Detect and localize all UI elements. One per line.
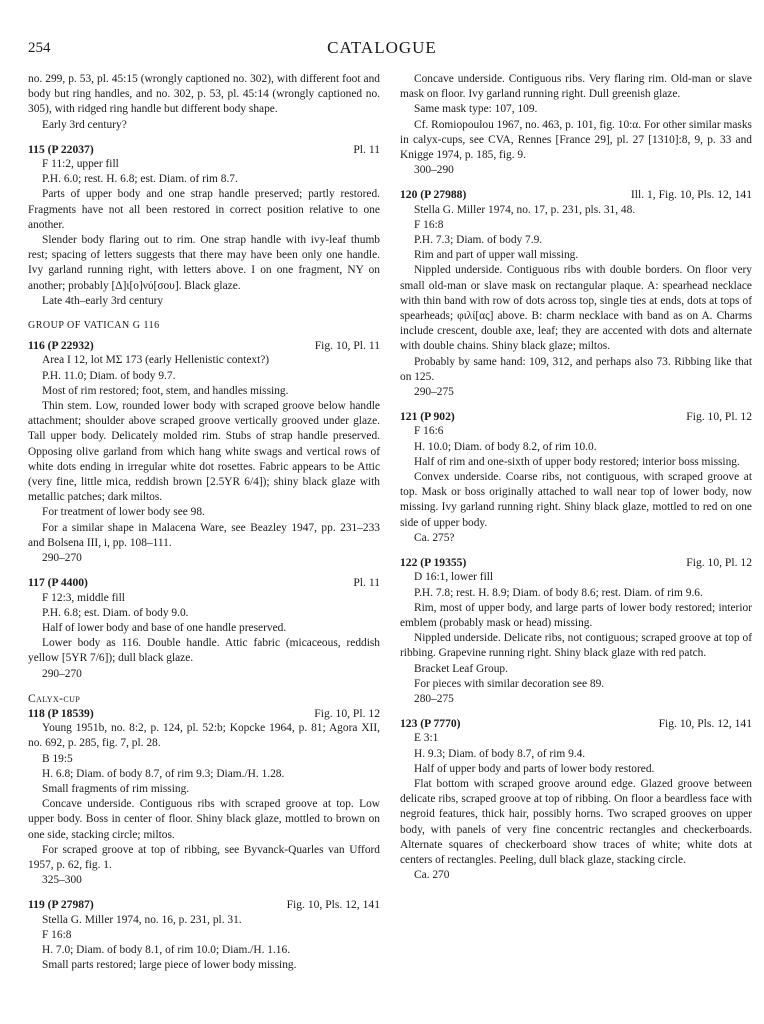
entry-note: For scraped groove at top of ribbing, see Byvanck-Quarles van Ufford 1957, p. 62, fig. 1. <box>28 843 380 871</box>
section-heading: Calyx-cup <box>28 691 81 705</box>
entry-plate-ref: Ill. 1, Fig. 10, Pls. 12, 141 <box>630 188 752 202</box>
entry-dimensions: P.H. 6.8; est. Diam. of body 9.0. <box>42 606 189 619</box>
entry-note: For a similar shape in Malacena Ware, see Beazley 1947, pp. 231–233 and Bolsena III, i, pp. 108–111. <box>28 521 380 549</box>
entry-id: 122 (P 19355) <box>400 556 467 570</box>
entry-deposit: F 16:8 <box>414 218 444 231</box>
entry-122 <box>400 555 752 707</box>
entry-115 <box>28 142 380 309</box>
entry-description: Convex underside. Coarse ribs, not contiguous, with scraped groove at top. Mask or boss originally attached to wall near top of lower body, now missing. Ivy garland running right. Shiny black glaze, mottled to red on one side of upper body. <box>400 471 752 529</box>
running-head: CATALOGUE <box>327 38 437 57</box>
entry-plate-ref: Fig. 10, Pl. 12 <box>686 410 752 424</box>
intro-paragraph: no. 299, p. 53, pl. 45:15 (wrongly captioned no. 302), with different foot and body but ring handles, and no. 302, p. 53, pl. 45:14 (wrongly captioned no. 305), with ridged ring handle but different body shape. <box>28 73 380 116</box>
continued-note: Cf. Romiopoulou 1967, no. 463, p. 101, fig. 10:α. For other similar masks in calyx-cups, see CVA, Rennes [France 29], pl. 27 [1310]:8, 9, p. 33 and Knigge 1974, p. 185, fig. 9. <box>400 118 752 162</box>
entry-description: Lower body as 116. Double handle. Attic fabric (micaceous, reddish yellow [5YR 7/6]); dull black glaze. <box>28 637 380 665</box>
entry-heading <box>28 706 380 721</box>
entry-condition: Parts of upper body and one strap handle preserved; partly restored. Fragments have not all been restored in correct position relative to one another. <box>28 188 380 231</box>
left-column <box>28 72 380 973</box>
entry-deposit: E 3:1 <box>414 732 439 745</box>
entry-117 <box>28 575 380 681</box>
entry-id: 123 (P 7770) <box>400 717 461 731</box>
right-column <box>400 72 752 883</box>
entry-deposit: F 11:2, upper fill <box>42 158 119 171</box>
entry-deposit: F 16:8 <box>42 928 72 941</box>
entry-note: Probably by same hand: 109, 312, and perhaps also 73. Ribbing like that on 125. <box>400 355 752 383</box>
entry-description: Nippled underside. Delicate ribs, not contiguous; scraped groove at top of ribbing. Grapevine running right. Shiny black glaze with red patch. <box>400 632 752 660</box>
entry-heading <box>400 187 752 202</box>
entry-heading <box>28 575 380 590</box>
entry-id: 118 (P 18539) <box>28 706 94 720</box>
entry-date: Late 4th–early 3rd century <box>42 294 164 307</box>
entry-id: 120 (P 27988) <box>400 188 467 202</box>
entry-bibliography: Stella G. Miller 1974, no. 16, p. 231, pl. 31. <box>42 913 242 926</box>
entry-119 <box>28 897 380 973</box>
entry-condition: Half of upper body and parts of lower body restored. <box>414 762 655 775</box>
entry-121 <box>400 409 752 546</box>
entry-description: Flat bottom with scraped groove around edge. Glazed groove between delicate ribs, scraped groove at top of ribbing. On floor a beardless face with negroid features, thick hair, possibly horns. Two scraped grooves on upper body, with panels of very fine concentric rectangles and checkerboards. Alternate squares of checkerboard show traces of white; white dots at centers of rectangles. Peeling, dull black glaze, stacking circle. <box>400 777 752 866</box>
entry-deposit: Area I 12, lot ΜΣ 173 (early Hellenistic context?) <box>42 354 270 367</box>
entry-date: 290–270 <box>42 552 82 565</box>
continued-note: Same mask type: 107, 109. <box>414 103 538 116</box>
entry-plate-ref: Fig. 10, Pl. 11 <box>314 339 380 353</box>
page-header <box>20 38 744 62</box>
entry-heading <box>28 142 380 157</box>
continued-description: Concave underside. Contiguous ribs. Very flaring rim. Old-man or slave mask on floor. Ivy garland running right. Dull greenish glaze. <box>400 73 752 101</box>
entry-118 <box>28 706 380 888</box>
entry-condition: Most of rim restored; foot, stem, and handles missing. <box>42 384 289 397</box>
entry-date: 325–300 <box>42 874 82 887</box>
entry-heading <box>400 555 752 570</box>
entry-group: Bracket Leaf Group. <box>414 662 508 675</box>
entry-deposit: D 16:1, lower fill <box>414 571 494 584</box>
entry-condition: Rim, most of upper body, and large parts of lower body restored; interior emblem (probably mask or head) missing. <box>400 601 752 629</box>
entry-123 <box>400 716 752 883</box>
group-heading: GROUP OF VATICAN G 116 <box>28 320 160 332</box>
entry-heading <box>400 716 752 731</box>
entry-condition: Small fragments of rim missing. <box>42 782 190 795</box>
entry-dimensions: H. 9.3; Diam. of body 8.7, of rim 9.4. <box>414 747 586 760</box>
entry-116 <box>28 338 380 566</box>
entry-description: Slender body flaring out to rim. One strap handle with ivy-leaf thumb rest; spacing of letters suggests that there may have been only one handle. Ivy garland running right, with letters above. I on one fragment, NΥ on another; probably [Δ]ι[ο]νύ[σου]. Black glaze. <box>28 234 380 292</box>
entry-plate-ref: Fig. 10, Pl. 12 <box>314 706 380 720</box>
entry-description: Nippled underside. Contiguous ribs with double borders. On floor very small old-man or slave mask on rectangular plaque. A: spearhead necklace with thin band with row of dots across top, single ties at ends, dots at tops of spearheads; φιλί[ας] above. B: charm necklace with band as on A. Charms include crescent, double axe, leaf; they are accented with dots and alternate with double chains. Shiny black glaze; miltos. <box>400 264 752 353</box>
catalogue-page <box>20 38 752 972</box>
intro-date: Early 3rd century? <box>42 118 127 131</box>
entry-heading <box>400 409 752 424</box>
entry-dimensions: H. 6.8; Diam. of body 8.7, of rim 9.3; Diam./H. 1.28. <box>42 767 285 780</box>
entry-dimensions: P.H. 7.8; rest. H. 8.9; Diam. of body 8.6; rest. Diam. of rim 9.6. <box>414 586 703 599</box>
entry-id: 117 (P 4400) <box>28 576 88 590</box>
entry-deposit: F 16:6 <box>414 425 444 438</box>
entry-note: For pieces with similar decoration see 89. <box>414 677 605 690</box>
entry-id: 119 (P 27987) <box>28 898 94 912</box>
entry-description: Concave underside. Contiguous ribs with scraped groove at top. Low upper body. Boss in center of floor. Shiny black glaze, mottled to brown on one side, stacking circle; miltos. <box>28 798 380 841</box>
entry-condition: Half of lower body and base of one handle preserved. <box>42 621 287 634</box>
entry-plate-ref: Fig. 10, Pls. 12, 141 <box>286 898 380 912</box>
entry-condition: Rim and part of upper wall missing. <box>414 249 579 262</box>
entry-date: 290–270 <box>42 667 82 680</box>
entry-id: 121 (P 902) <box>400 410 455 424</box>
entry-deposit: B 19:5 <box>42 752 73 765</box>
entry-id: 116 (P 22932) <box>28 339 94 353</box>
entry-plate-ref: Pl. 11 <box>353 576 380 590</box>
entry-id: 115 (P 22037) <box>28 142 94 156</box>
entry-note: For treatment of lower body see 98. <box>42 506 205 519</box>
entry-date: 280–275 <box>414 692 454 705</box>
entry-dimensions: P.H. 6.0; rest. H. 6.8; est. Diam. of rim 8.7. <box>42 173 238 186</box>
entry-plate-ref: Pl. 11 <box>353 142 380 156</box>
entry-condition: Half of rim and one-sixth of upper body restored; interior boss missing. <box>414 455 740 468</box>
entry-plate-ref: Fig. 10, Pls. 12, 141 <box>658 717 752 731</box>
entry-dimensions: P.H. 7.3; Diam. of body 7.9. <box>414 234 543 247</box>
entry-dimensions: H. 10.0; Diam. of body 8.2, of rim 10.0. <box>414 440 597 453</box>
entry-120 <box>400 187 752 400</box>
entry-dimensions: H. 7.0; Diam. of body 8.1, of rim 10.0; Diam./H. 1.16. <box>42 943 291 956</box>
page-number: 254 <box>28 40 51 56</box>
entry-plate-ref: Fig. 10, Pl. 12 <box>686 556 752 570</box>
entry-bibliography: Stella G. Miller 1974, no. 17, p. 231, pls. 31, 48. <box>414 203 636 216</box>
entry-heading <box>28 897 380 912</box>
continued-date: 300–290 <box>414 164 454 177</box>
entry-date: Ca. 275? <box>414 531 455 544</box>
entry-date: Ca. 270 <box>414 869 450 882</box>
entry-bibliography: Young 1951b, no. 8:2, p. 124, pl. 52:b; Kopcke 1964, p. 81; Agora XII, no. 692, p. 285, fig. 7, pl. 28. <box>28 722 380 750</box>
entry-deposit: F 12:3, middle fill <box>42 591 125 604</box>
entry-date: 290–275 <box>414 386 454 399</box>
entry-heading <box>28 338 380 353</box>
entry-condition: Small parts restored; large piece of lower body missing. <box>42 959 297 972</box>
entry-description: Thin stem. Low, rounded lower body with scraped groove below handle attachment; shoulder above scraped groove vertically grooved under glaze. Tall upper body. Delicately molded rim. Stubs of strap handle preserved. Opposing olive garland from which hang white swags and vertical rows of white dots ending in irregular white dot rosettes. Fabric appears to be Attic (very fine, little mica, reddish brown [2.5YR 6/4]); shiny black glaze with metallic patches; dark miltos. <box>28 400 380 504</box>
entry-dimensions: P.H. 11.0; Diam. of body 9.7. <box>42 369 176 382</box>
